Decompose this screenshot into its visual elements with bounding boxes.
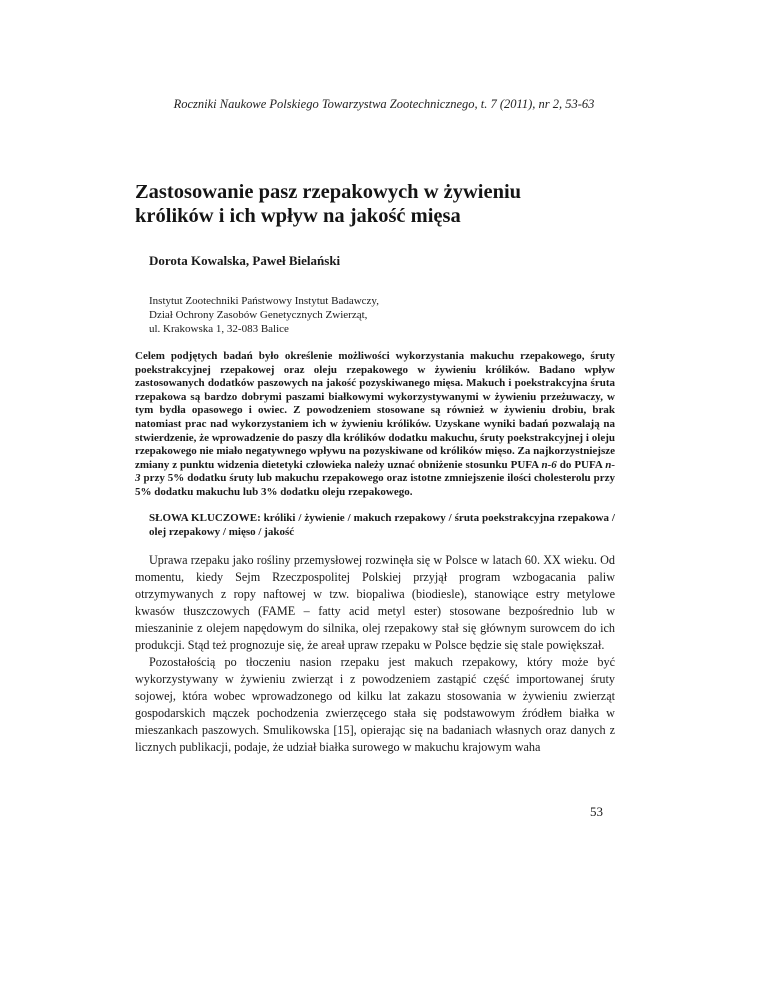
page-number: 53 <box>590 804 603 819</box>
abstract-text: do PUFA <box>556 458 606 471</box>
keywords <box>149 511 615 539</box>
body-text <box>135 552 615 756</box>
affiliation-line: Instytut Zootechniki Państwowy Instytut Badawczy, <box>149 295 379 307</box>
affiliation-line: ul. Krakowska 1, 32-083 Balice <box>149 323 289 335</box>
paragraph: Pozostałością po tłoczeniu nasion rzepaku jest makuch rzepakowy, który może być wykorzystywany w żywieniu zwierząt i z powodzeniem zastąpić część importowanej śruty sojowej, która wobec wprowadzonego od kilku lat zakazu stosowania w żywieniu zwierząt gospodarskich mączek pochodzenia zwierzęcego stała się podstawowym źródłem białka w mieszankach paszowych. Smulikowska [15], opierając się na badaniach własnych oraz danych z licznych publikacji, podaje, że udział białka surowego w makuchu krajowym waha <box>135 655 615 754</box>
article-title <box>135 180 655 228</box>
abstract-text: Celem podjętych badań było określenie możliwości wykorzystania makuchu rzepakowego, śruty poekstrakcyjnej rzepakowej oraz oleju rzepakowego w żywieniu królików. Badano wpływ zastosowanych dodatków paszowych na jakość pozyskiwanego mięsa. Makuch i poekstrakcyjna śruta rzepakowa są bardzo dobrymi paszami białkowymi wykorzystywanymi w żywieniu przeżuwaczy, w tym bydła opasowego i owiec. Z powodzeniem stosowane są również w żywieniu drobiu, brak natomiast prac nad wykorzystaniem ich w żywieniu królików. Uzyskane wyniki badań pozwalają na stwierdzenie, że wprowadzenie do paszy dla królików dodatku makuchu, śruty poekstrakcyjnej i oleju rzepakowego nie miało negatywnego wpływu na pozyskiwane od królików mięso. Za najkorzystniejsze zmiany z punktu widzenia dietetyki człowieka należy uznać obniżenie stosunku PUFA <box>135 350 615 471</box>
abstract-text: przy 5% dodatku śruty lub makuchu rzepakowego oraz istotne zmniejszenie ilości cholesterolu przy 5% dodatku makuchu lub 3% dodatku oleju rzepakowego. <box>135 472 615 498</box>
abstract-n6: n-6 <box>541 458 557 471</box>
title-line-1: Zastosowanie pasz rzepakowych w żywieniu <box>135 181 522 203</box>
abstract <box>135 350 615 500</box>
affiliation <box>149 294 379 336</box>
paragraph: Uprawa rzepaku jako rośliny przemysłowej rozwinęła się w Polsce w latach 60. XX wieku. Od momentu, kiedy Sejm Rzeczpospolitej Polskiej przyjął program wzbogacania paliw otrzymywanych z ropy naftowej w tzw. biopaliwa (biodiesle), stanowiące estry metylowe kwasów tłuszczowych (FAME – fatty acid metyl ester) stosowane bezpośrednio lub w mieszaninie z olejem napędowym do silnika, olej rzepakowy stał się głównym surowcem do ich produkcji. Stąd też prognozuje się, że areał upraw rzepaku w Polsce będzie się stale powiększał. <box>135 553 615 652</box>
title-line-2: królików i ich wpływ na jakość mięsa <box>135 205 461 227</box>
journal-header: Roczniki Naukowe Polskiego Towarzystwa Zootechnicznego, t. 7 (2011), nr 2, 53-63 <box>173 97 595 111</box>
affiliation-line: Dział Ochrony Zasobów Genetycznych Zwierząt, <box>149 309 368 321</box>
keywords-list: króliki / żywienie / makuch rzepakowy / śruta poekstrakcyjna rzepakowa / olej rzepakowy / mięso / jakość <box>149 512 615 538</box>
keywords-label: SŁOWA KLUCZOWE: <box>149 512 261 524</box>
authors: Dorota Kowalska, Paweł Bielański <box>149 253 341 268</box>
abstract-n3: n-3 <box>135 458 615 485</box>
